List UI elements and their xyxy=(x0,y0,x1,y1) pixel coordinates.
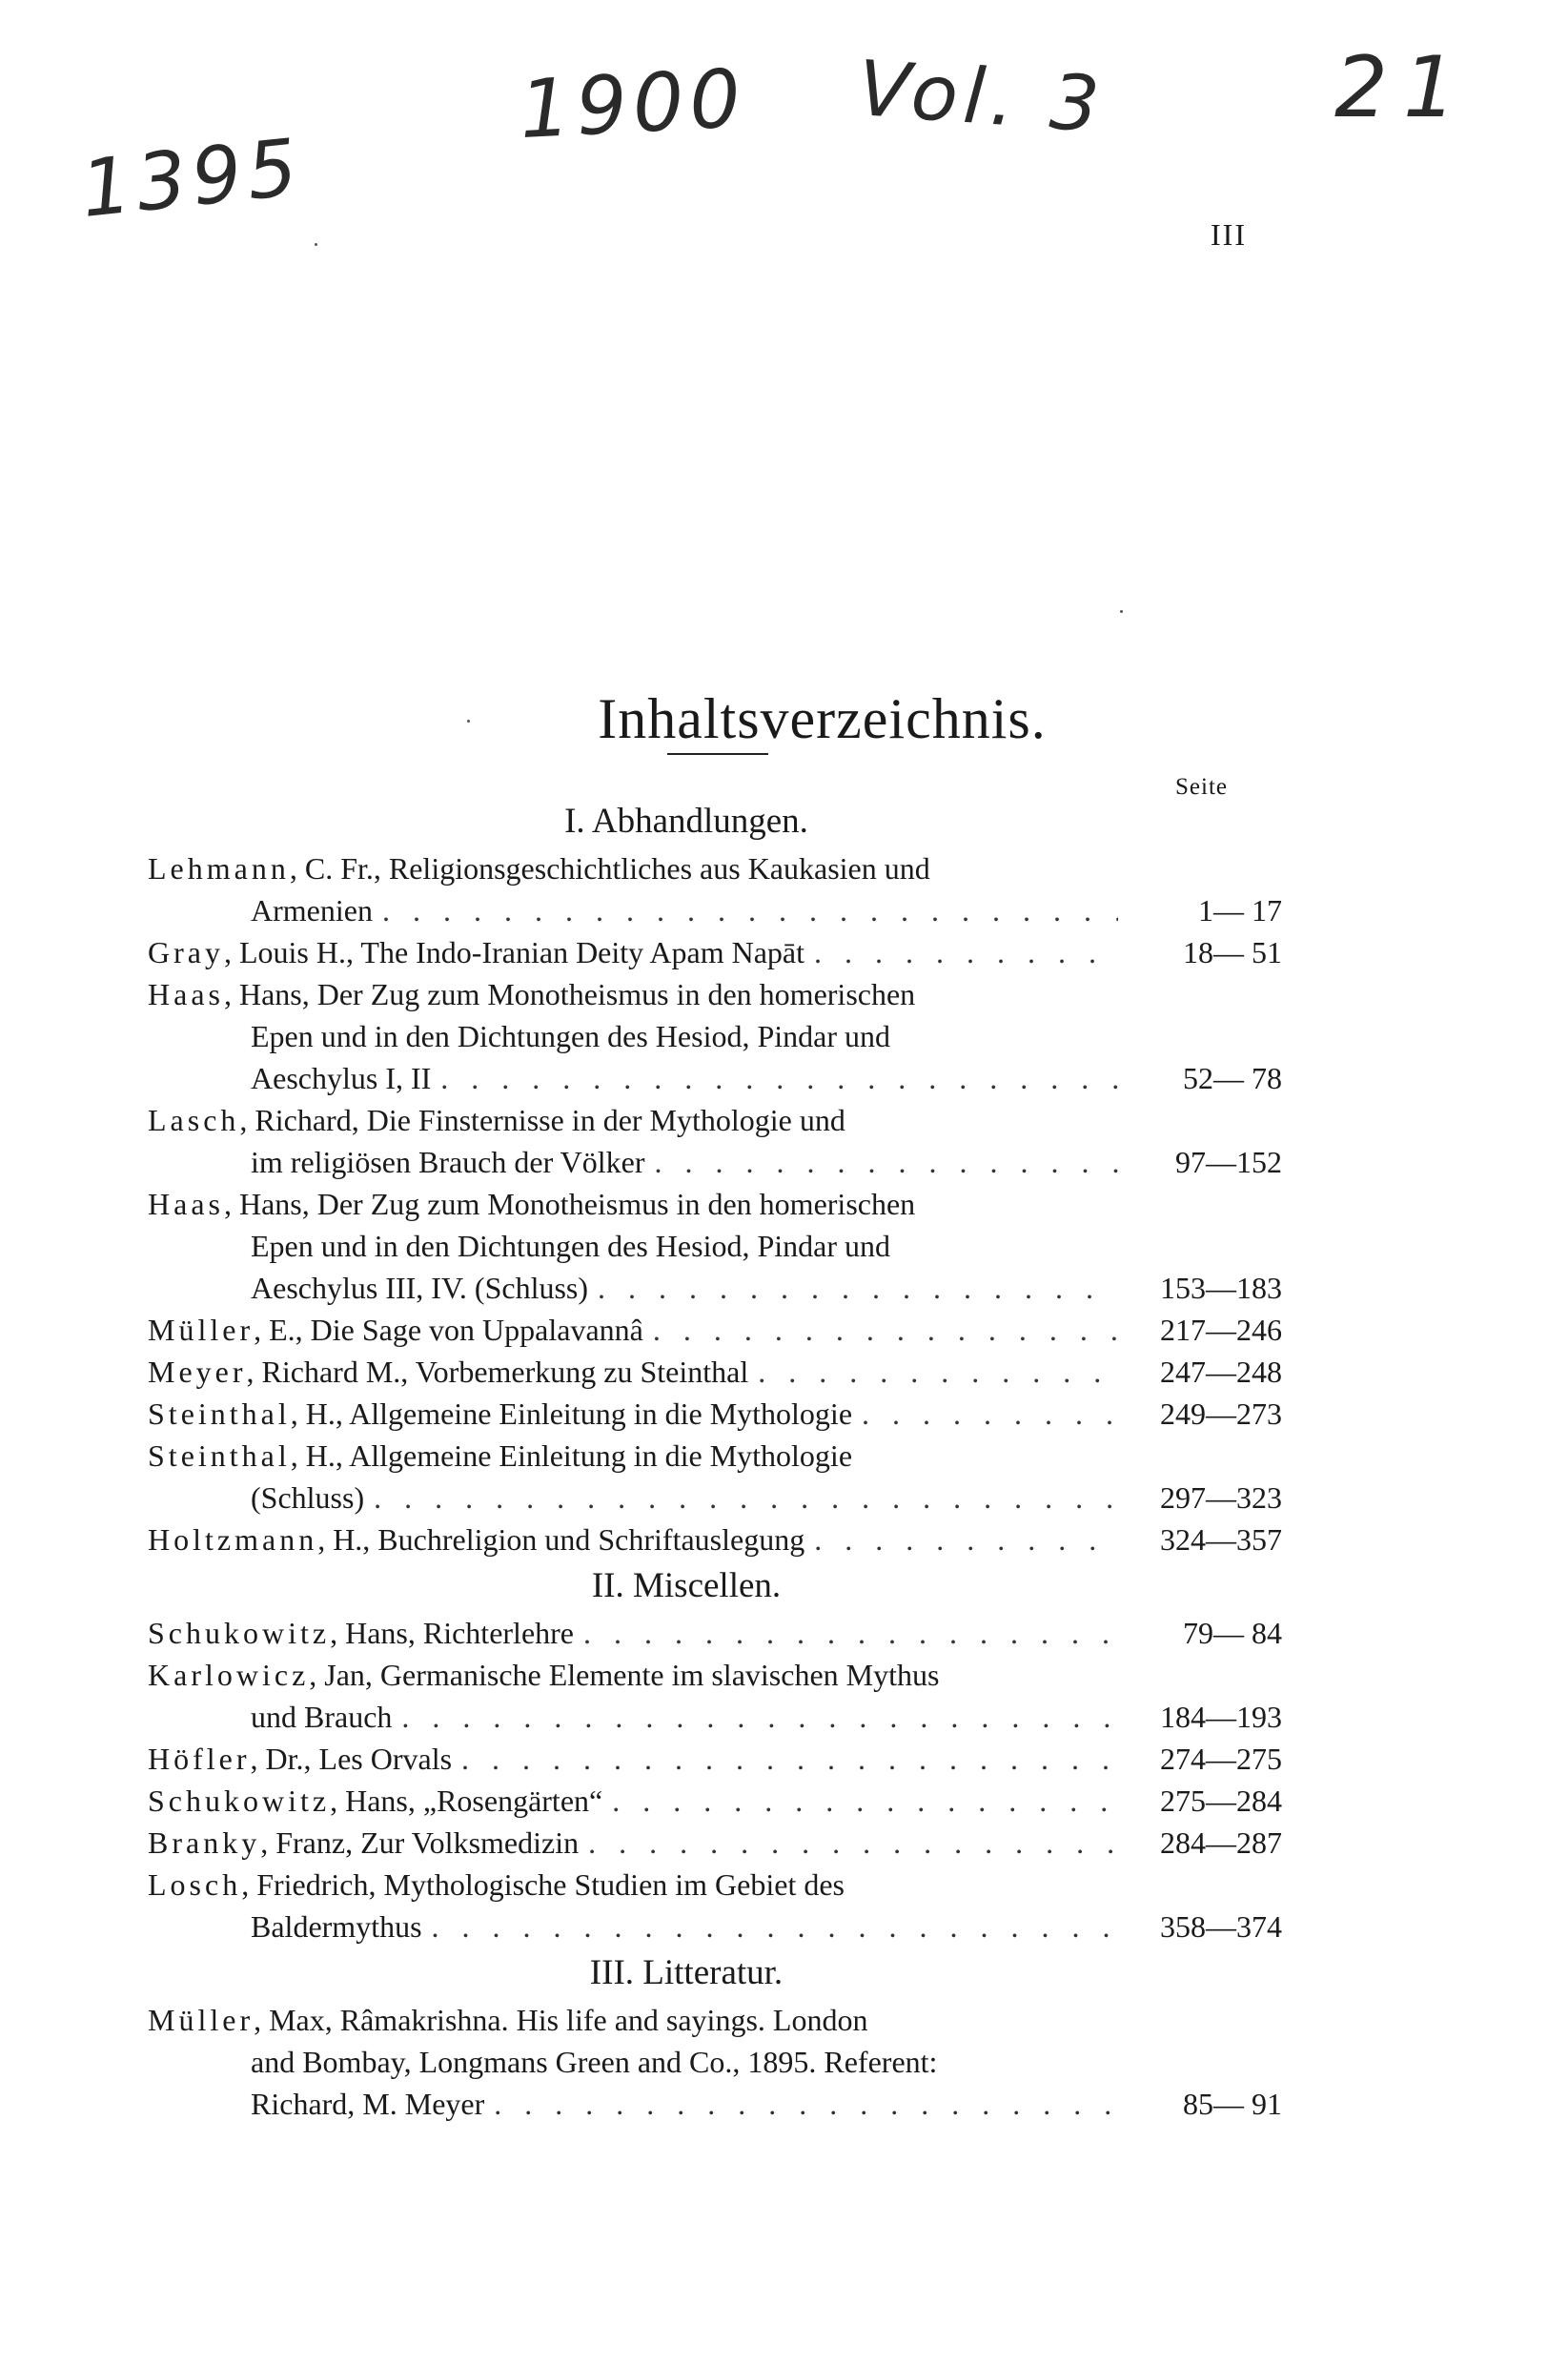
dot-leader xyxy=(758,1351,1118,1393)
author-name: Haas xyxy=(148,1187,224,1221)
toc-entry-line xyxy=(148,931,1282,973)
toc-entry-line xyxy=(148,1351,1282,1393)
table-of-contents xyxy=(148,796,1282,2125)
toc-entry-text: Meyer, Richard M., Vorbemerkung zu Steinthal xyxy=(148,1355,749,1389)
toc-entry-line xyxy=(148,1099,1282,1141)
toc-entry-pages: 297—323 xyxy=(1160,1480,1282,1515)
toc-entry-text: Schukowitz, Hans, „Rosengärten“ xyxy=(148,1784,603,1818)
toc-entry xyxy=(148,1099,1282,1183)
toc-entry-text: im religiösen Brauch der Völker xyxy=(251,1145,645,1179)
toc-entry-pages: 184—193 xyxy=(1160,1700,1282,1734)
stray-mark xyxy=(1120,610,1123,613)
toc-entry-pages: 1— 17 xyxy=(1198,893,1282,928)
toc-entry xyxy=(148,1864,1282,1947)
author-name: Steinthal xyxy=(148,1438,291,1473)
author-name: Holtzmann xyxy=(148,1522,318,1557)
author-name: Karlowicz xyxy=(148,1658,310,1692)
toc-entry-text: Richard, M. Meyer xyxy=(251,2087,485,2121)
toc-entry-line xyxy=(148,889,1282,931)
toc-entry-line xyxy=(148,1999,1282,2041)
toc-entry-text: Epen und in den Dichtungen des Hesiod, Pindar und xyxy=(251,1229,890,1263)
toc-entry-line xyxy=(148,1780,1282,1822)
toc-entry-text: (Schluss) xyxy=(251,1480,365,1515)
toc-entry-text: Baldermythus xyxy=(251,1909,422,1944)
author-name: Schukowitz xyxy=(148,1616,331,1650)
toc-entry xyxy=(148,1519,1282,1560)
toc-entry-text: Aeschylus III, IV. (Schluss) xyxy=(251,1271,589,1305)
toc-entry-pages: 79— 84 xyxy=(1183,1616,1282,1650)
toc-entry-pages: 18— 51 xyxy=(1183,935,1282,969)
author-name: Müller xyxy=(148,1313,255,1347)
toc-entry-line xyxy=(148,1141,1282,1183)
toc-entry xyxy=(148,931,1282,973)
toc-entry xyxy=(148,1309,1282,1351)
author-name: Losch xyxy=(148,1867,242,1902)
dot-leader xyxy=(382,889,1118,931)
page-folio: III xyxy=(1211,217,1247,252)
dot-leader xyxy=(598,1267,1118,1309)
toc-entry-line xyxy=(148,1738,1282,1780)
toc-entry-line xyxy=(148,847,1282,889)
author-name: Lasch xyxy=(148,1103,240,1137)
toc-entry-text: and Bombay, Longmans Green and Co., 1895. Referent: xyxy=(251,2045,938,2079)
toc-entry-text: Steinthal, H., Allgemeine Einleitung in die Mythologie xyxy=(148,1438,853,1473)
section-title: III. Litteratur. xyxy=(589,1953,784,1992)
toc-entry-pages: 247—248 xyxy=(1160,1355,1282,1389)
toc-entry-line xyxy=(148,1612,1282,1654)
dot-leader xyxy=(374,1477,1118,1519)
toc-entry-line xyxy=(148,1015,1282,1057)
toc-entry-pages: 249—273 xyxy=(1160,1397,1282,1431)
dot-leader xyxy=(862,1393,1118,1435)
handwritten-note-2: 1900 xyxy=(517,51,749,157)
title-rule xyxy=(667,753,768,755)
toc-entry-line xyxy=(148,2083,1282,2125)
toc-entry-pages: 52— 78 xyxy=(1183,1061,1282,1095)
toc-entry-line xyxy=(148,1696,1282,1738)
toc-entry-line xyxy=(148,1225,1282,1267)
toc-entry xyxy=(148,1435,1282,1519)
toc-entry-text: Schukowitz, Hans, Richterlehre xyxy=(148,1616,574,1650)
toc-entry-text: Lasch, Richard, Die Finsternisse in der Mythologie und xyxy=(148,1103,845,1137)
dot-leader xyxy=(653,1309,1118,1351)
toc-entry xyxy=(148,1780,1282,1822)
toc-entry-pages: 274—275 xyxy=(1160,1742,1282,1776)
toc-entry-pages: 153—183 xyxy=(1160,1271,1282,1305)
toc-entry-line xyxy=(148,1477,1282,1519)
toc-entry-line xyxy=(148,1654,1282,1696)
section-title: II. Miscellen. xyxy=(591,1566,782,1605)
toc-entry xyxy=(148,1351,1282,1393)
toc-entry-text: Losch, Friedrich, Mythologische Studien im Gebiet des xyxy=(148,1867,845,1902)
toc-entry-pages: 217—246 xyxy=(1160,1313,1282,1347)
author-name: Lehmann xyxy=(148,851,290,886)
dot-leader xyxy=(814,931,1118,973)
author-name: Höfler xyxy=(148,1742,251,1776)
toc-entry-line xyxy=(148,1393,1282,1435)
toc-entry xyxy=(148,1738,1282,1780)
author-name: Haas xyxy=(148,977,224,1011)
dot-leader xyxy=(461,1738,1118,1780)
dot-leader xyxy=(612,1780,1118,1822)
toc-entry-pages: 275—284 xyxy=(1160,1784,1282,1818)
toc-entry-pages: 284—287 xyxy=(1160,1825,1282,1860)
toc-entry xyxy=(148,1183,1282,1309)
toc-entry-text: Steinthal, H., Allgemeine Einleitung in die Mythologie xyxy=(148,1397,853,1431)
section-title: I. Abhandlungen. xyxy=(564,802,808,841)
dot-leader xyxy=(440,1057,1118,1099)
toc-entry-text: Holtzmann, H., Buchreligion und Schriftauslegung xyxy=(148,1522,805,1557)
toc-entry-line xyxy=(148,1057,1282,1099)
author-name: Meyer xyxy=(148,1355,247,1389)
toc-entry-text: Höfler, Dr., Les Orvals xyxy=(148,1742,453,1776)
toc-entry-pages: 358—374 xyxy=(1160,1909,1282,1944)
dot-leader xyxy=(583,1612,1118,1654)
author-name: Steinthal xyxy=(148,1397,291,1431)
handwritten-note-4: 21 xyxy=(1334,38,1472,136)
dot-leader xyxy=(655,1141,1118,1183)
toc-entry xyxy=(148,847,1282,931)
toc-entry-text: Müller, E., Die Sage von Uppalavannâ xyxy=(148,1313,643,1347)
toc-entry xyxy=(148,1999,1282,2125)
toc-entry-text: Aeschylus I, II xyxy=(251,1061,432,1095)
toc-entry-text: Branky, Franz, Zur Volksmedizin xyxy=(148,1825,580,1860)
toc-entry-text: Gray, Louis H., The Indo-Iranian Deity Apam Napāt xyxy=(148,935,804,969)
dot-leader xyxy=(401,1696,1118,1738)
author-name: Gray xyxy=(148,935,224,969)
toc-entry xyxy=(148,1822,1282,1864)
toc-entry-line xyxy=(148,1435,1282,1477)
toc-entry-text: Haas, Hans, Der Zug zum Monotheismus in den homerischen xyxy=(148,977,916,1011)
handwritten-note-1: 1395 xyxy=(76,122,308,235)
toc-entry-line xyxy=(148,973,1282,1015)
toc-entry-pages: 324—357 xyxy=(1160,1522,1282,1557)
toc-entry-pages: 85— 91 xyxy=(1183,2087,1282,2121)
toc-entry-line xyxy=(148,1822,1282,1864)
toc-entry-line xyxy=(148,1309,1282,1351)
toc-entry-text: Armenien xyxy=(251,893,373,928)
toc-entry-line xyxy=(148,2041,1282,2083)
toc-entry xyxy=(148,1393,1282,1435)
dot-leader xyxy=(588,1822,1118,1864)
toc-entry-text: Epen und in den Dichtungen des Hesiod, Pindar und xyxy=(251,1019,890,1053)
toc-entry xyxy=(148,1654,1282,1738)
dot-leader xyxy=(432,1906,1118,1947)
toc-entry xyxy=(148,973,1282,1099)
toc-entry-line xyxy=(148,1267,1282,1309)
toc-entry-text: Karlowicz, Jan, Germanische Elemente im slavischen Mythus xyxy=(148,1658,940,1692)
author-name: Schukowitz xyxy=(148,1784,331,1818)
toc-entry-text: Haas, Hans, Der Zug zum Monotheismus in den homerischen xyxy=(148,1187,916,1221)
author-name: Branky xyxy=(148,1825,261,1860)
handwritten-note-3: Vol. 3 xyxy=(855,44,1108,150)
dot-leader xyxy=(814,1519,1118,1560)
toc-entry xyxy=(148,1612,1282,1654)
toc-entry-line xyxy=(148,1864,1282,1906)
toc-entry-text: und Brauch xyxy=(251,1700,393,1734)
toc-entry-pages: 97—152 xyxy=(1175,1145,1282,1179)
toc-entry-text: Müller, Max, Râmakrishna. His life and sayings. London xyxy=(148,2003,868,2037)
seite-label: Seite xyxy=(1175,774,1228,800)
toc-entry-line xyxy=(148,1519,1282,1560)
page-title: Inhaltsverzeichnis. xyxy=(598,687,1047,751)
author-name: Müller xyxy=(148,2003,255,2037)
toc-entry-text: Lehmann, C. Fr., Religionsgeschichtliches aus Kaukasien und xyxy=(148,851,930,886)
toc-entry-line xyxy=(148,1906,1282,1947)
dot-leader xyxy=(494,2083,1118,2125)
toc-entry-line xyxy=(148,1183,1282,1225)
stray-mark xyxy=(315,243,317,246)
